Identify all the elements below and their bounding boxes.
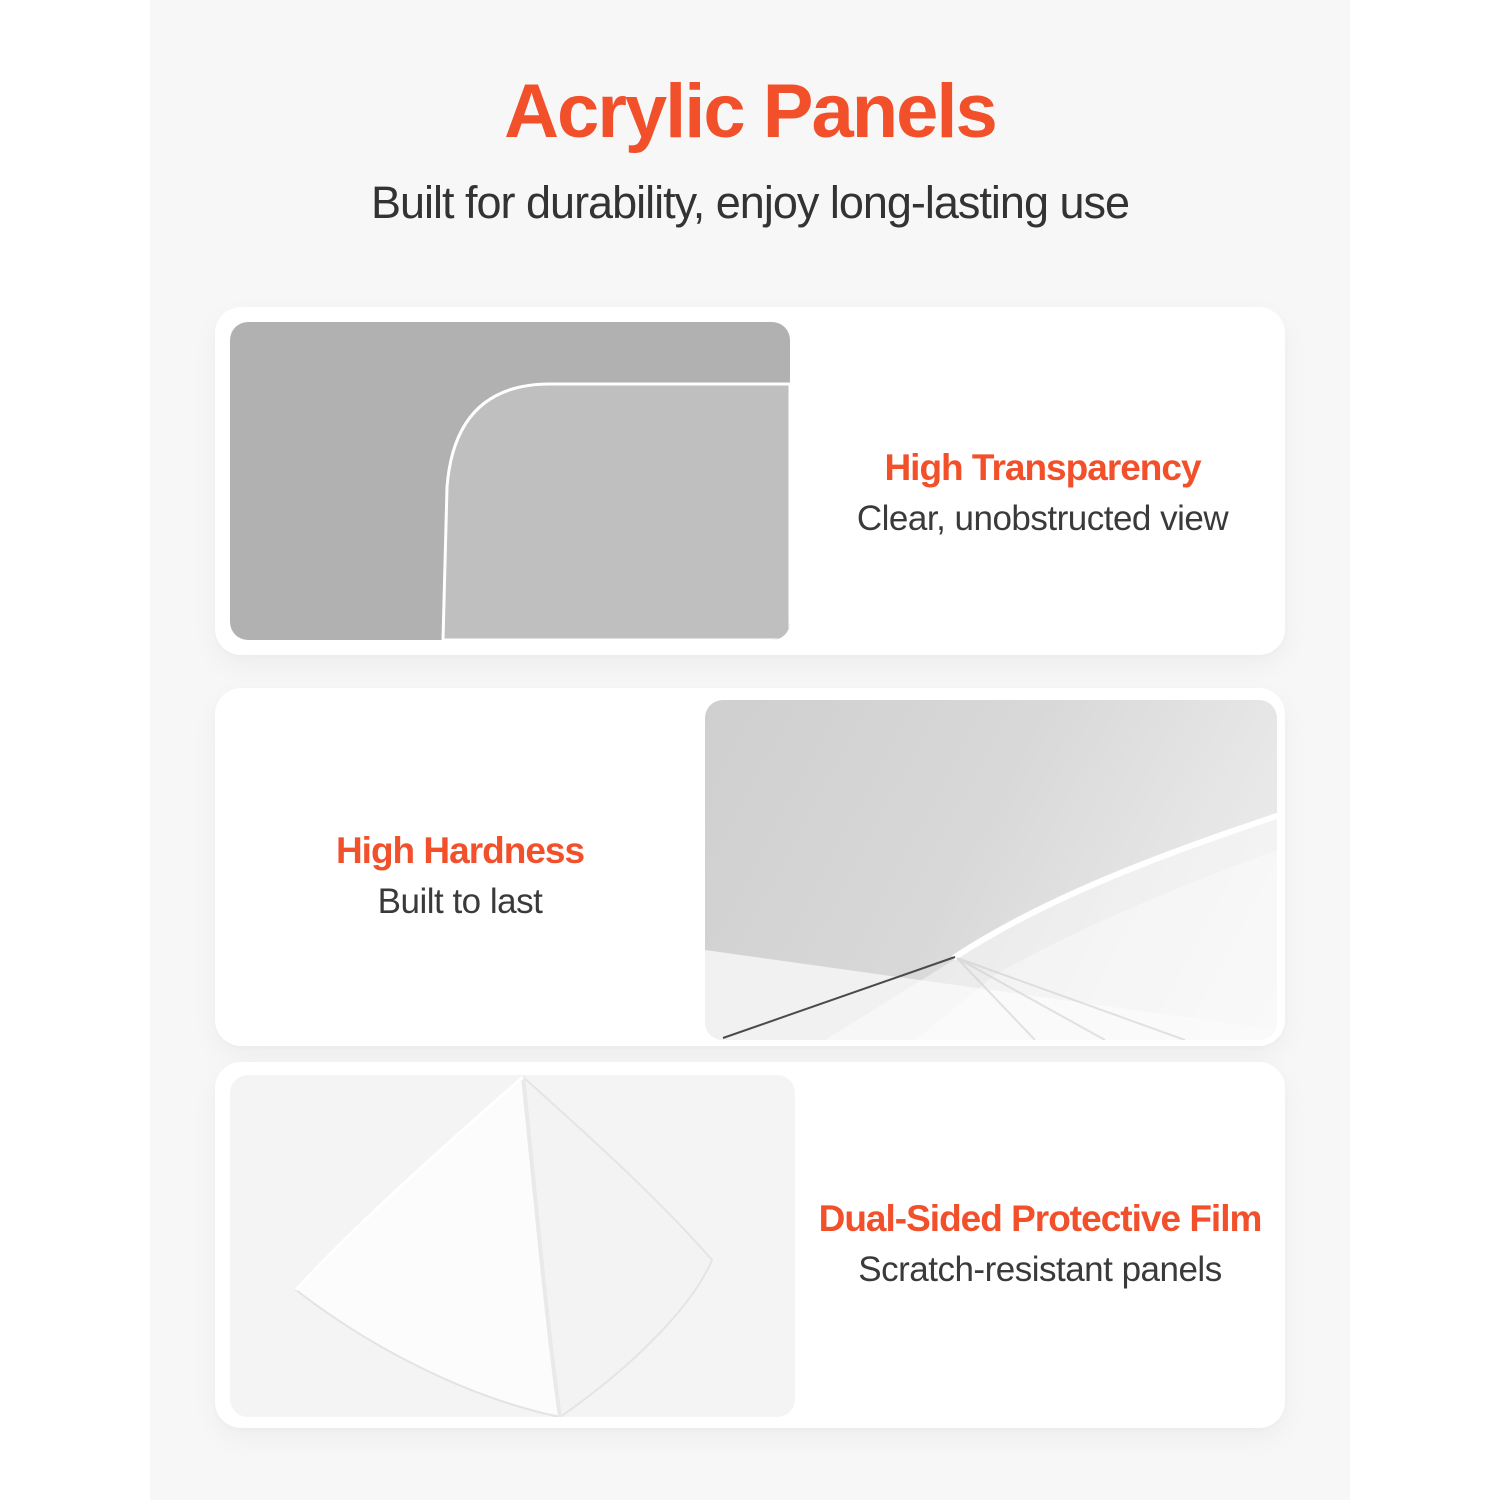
feature-text-block — [225, 828, 695, 924]
film-peel-illustration — [705, 700, 1277, 1040]
feature-title: Dual-Sided Protective Film — [818, 1198, 1262, 1239]
film-lift-illustration — [230, 1075, 795, 1417]
feature-text-block — [800, 445, 1285, 541]
feature-subtitle: Scratch-resistant panels — [858, 1250, 1222, 1290]
feature-subtitle: Built to last — [377, 882, 543, 922]
acrylic-panel-film-peel-photo — [705, 700, 1277, 1040]
feature-title: High Hardness — [335, 830, 585, 871]
header — [150, 0, 1350, 229]
feature-card-high-hardness — [215, 688, 1285, 1046]
feature-card-high-transparency — [215, 307, 1285, 655]
feature-title: High Transparency — [884, 447, 1201, 488]
panel-corner-illustration — [230, 322, 790, 640]
feature-text-block — [800, 1196, 1280, 1292]
acrylic-panel-rounded-corner-photo — [230, 322, 790, 640]
protective-film-lift-photo — [230, 1075, 795, 1417]
feature-subtitle: Clear, unobstructed view — [856, 499, 1229, 539]
page-subtitle: Built for durability, enjoy long-lasting use — [370, 177, 1130, 228]
page-title: Acrylic Panels — [504, 69, 996, 154]
feature-card-protective-film — [215, 1062, 1285, 1428]
